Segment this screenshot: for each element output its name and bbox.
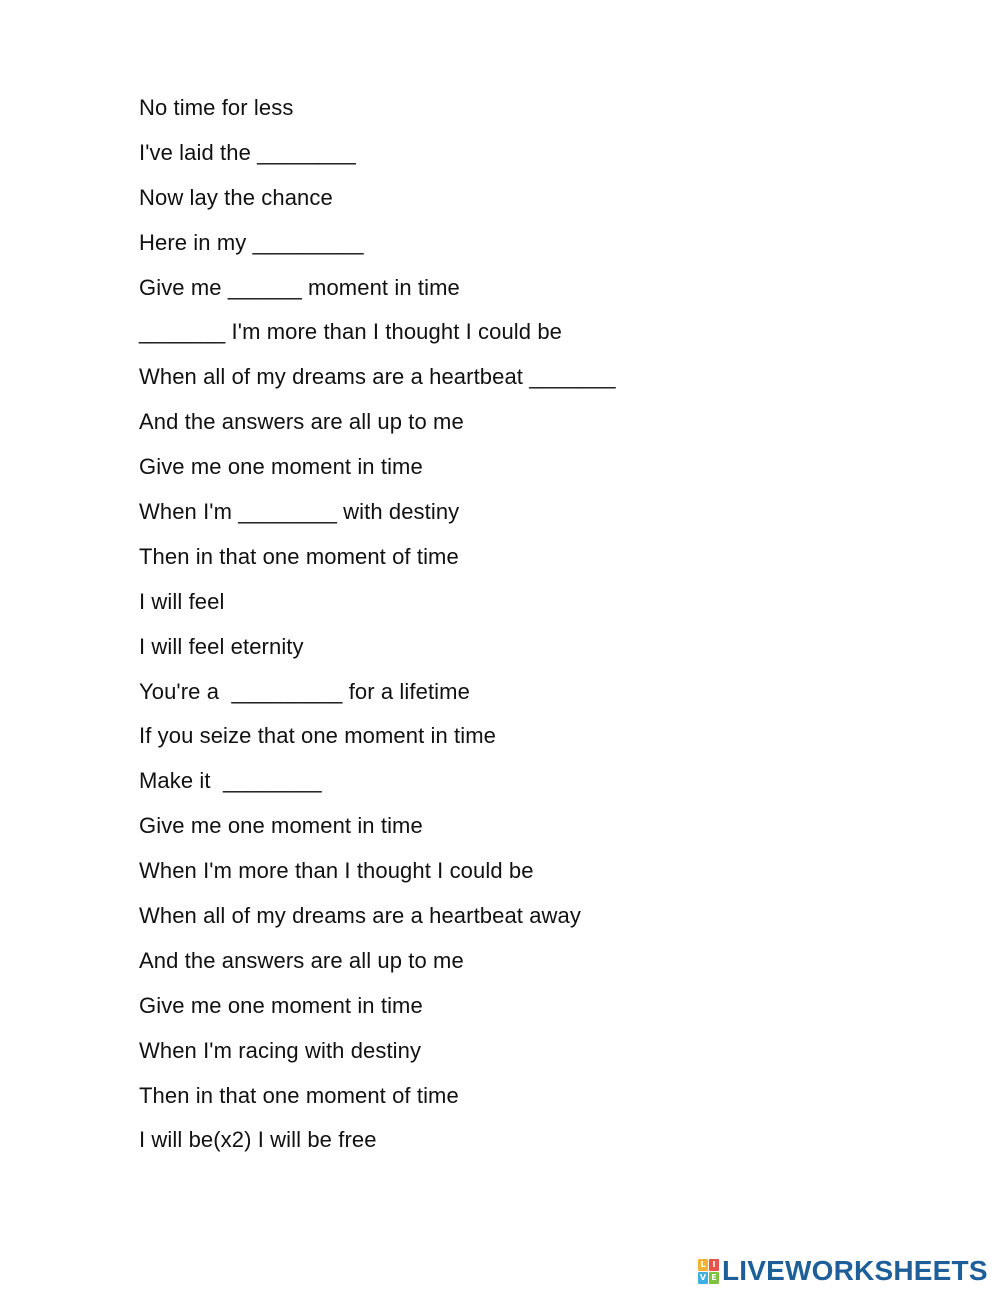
lyric-line: I will be(x2) I will be free xyxy=(139,1127,377,1153)
lyric-line: Give me ______ moment in time xyxy=(139,274,460,300)
lyric-line: Then in that one moment of time xyxy=(139,1082,459,1108)
lyric-line: If you seize that one moment in time xyxy=(139,723,496,749)
lyric-line: When I'm more than I thought I could be xyxy=(139,858,534,884)
lyric-line: When all of my dreams are a heartbeat _______ xyxy=(139,364,616,390)
lyric-line: When I'm ________ with destiny xyxy=(139,499,460,525)
lyric-line: Here in my _________ xyxy=(139,229,364,255)
lyric-line: Give me one moment in time xyxy=(139,992,423,1018)
lyric-line: I will feel eternity xyxy=(139,633,304,659)
lyric-line: And the answers are all up to me xyxy=(139,947,464,973)
logo-wordmark: LIVEWORKSHEETS xyxy=(722,1255,988,1286)
lyric-line: When all of my dreams are a heartbeat away xyxy=(139,903,581,929)
logo-square: E xyxy=(709,1272,719,1284)
lyric-line: I will feel xyxy=(139,588,225,614)
lyric-line: When I'm racing with destiny xyxy=(139,1037,422,1063)
lyric-line: Give me one moment in time xyxy=(139,454,423,480)
logo-square: I xyxy=(709,1259,719,1271)
lyric-line: You're a _________ for a lifetime xyxy=(139,678,470,704)
lyric-line: And the answers are all up to me xyxy=(139,409,464,435)
lyric-line: Then in that one moment of time xyxy=(139,543,459,569)
lyric-line: Make it ________ xyxy=(139,768,322,794)
liveworksheets-logo xyxy=(698,1256,988,1286)
lyrics-list xyxy=(139,92,616,1169)
lyric-line: _______ I'm more than I thought I could be xyxy=(139,319,563,345)
lyric-line: No time for less xyxy=(139,95,294,120)
lyric-line: Give me one moment in time xyxy=(139,813,423,839)
lyric-line: I've laid the ________ xyxy=(139,139,356,165)
logo-square: V xyxy=(699,1272,707,1282)
logo-square: L xyxy=(698,1259,708,1271)
lyric-line: Now lay the chance xyxy=(139,184,333,210)
liveworksheets-mark-icon xyxy=(698,1259,719,1284)
